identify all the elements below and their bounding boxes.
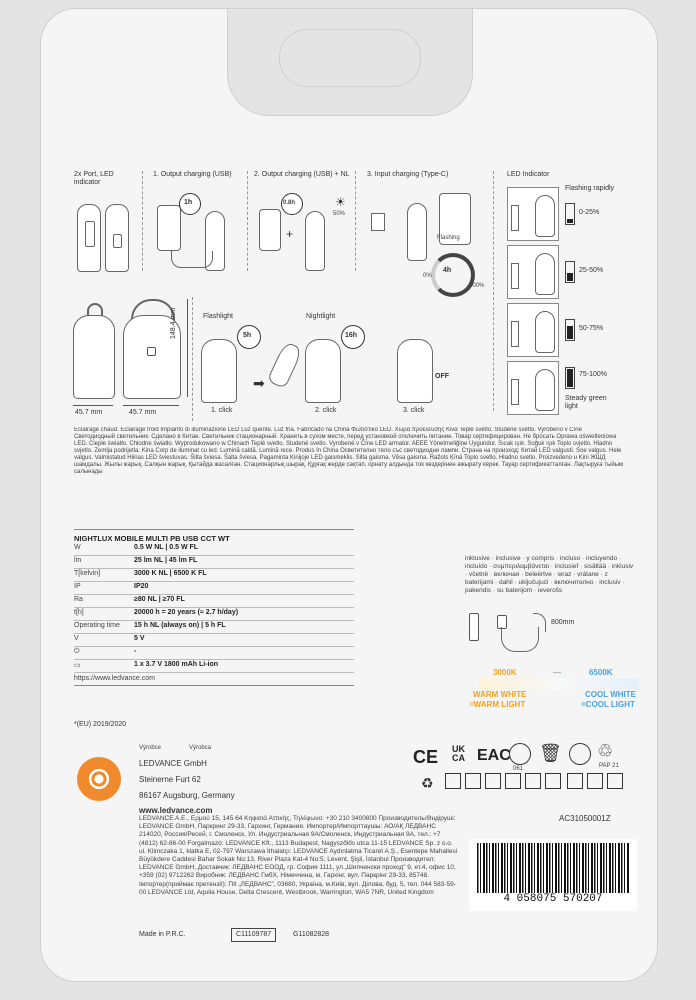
disposal-box-icon	[505, 773, 521, 789]
button-icon	[147, 347, 156, 356]
quality-code: 061	[513, 766, 524, 772]
battery-icon	[565, 319, 575, 341]
disposal-box-icon	[465, 773, 481, 789]
separator	[493, 171, 494, 411]
spec-key: T[kelvin]	[74, 570, 101, 577]
spec-row	[74, 620, 354, 634]
click2-label: 2. click	[315, 407, 337, 414]
spec-row	[74, 568, 354, 582]
multilanguage-text: Éclairage chaud. Éclairage froid Impianto di illuminazione LED Luz quente. Luz fria. Fabricado na China Φωτιστικό LED. Χώρα προέλευσης Κίνα Teplé světlo. Studené světlo. Vyrobeno v Číně Светодиодный светильник. Сделано в Китае. Светильник стационарный. Хранить в сухом месте, перед установкой отключить питание. Товар сертифицирован. Не бросать Oprawa oświetleniowa LED. Ciepłe światło. Chłodne światło. Wyprodukowano w Chinach Teplé svetlo. Studené svetlo. Vyrobené v Číne LED armatúr. AEEE Yönetmeliğine Uygundur. Sıcak ışık. Soğuk ışık Toplo svjetlo. Hladno svjetlo. Zemlja podrijetla: Kina Corp de iluminat cu led. Lumină caldă. Lumină rece. Produs în China Осветително тяло със светодиодни лампи. Страна на произход: Китай LED valgusti. Soe valgus. Hele valgus. Valmistatud Hiinas LED šviestuvas. Šilta šviesa. Šalta šviesa. Pagaminta Kinijoje LED gaismeklis. Silta gaisma. Vēsa gaisma. Ražots Ķīnā Toplo svetlo. Hladno svetlo. Proizvedeno u Kini ЖШД шамдалы. Жылы жарық. Салқын жарық. Қытайда жасалған. Стационарлық шырақ. Құрғақ жерде сақтап, орнату алдында ток көздерінен ажырату керек. Тауар сертификатталған. Лақтыруға тыйым салынады	[74, 427, 624, 475]
time-08h: 0.8h	[283, 200, 296, 206]
company-web: www.ledvance.com	[139, 806, 213, 815]
led-level-range: 50-75%	[579, 325, 604, 332]
cable-icon	[171, 251, 213, 268]
spec-value: ≥80 NL | ≥70 FL	[134, 596, 185, 603]
spec-key: ▭	[74, 662, 81, 669]
spec-row	[74, 594, 354, 608]
spec-url: https://www.ledvance.com	[74, 675, 155, 682]
disposal-box-icon	[587, 773, 603, 789]
led-bar-icon	[511, 321, 519, 347]
height-dim: 148.4 mm	[170, 307, 177, 339]
warm-kelvin: 3000K	[493, 668, 517, 677]
time-5h: 5h	[243, 332, 252, 339]
divider	[74, 685, 354, 686]
charging-cycle-icon	[431, 253, 475, 297]
wall-socket-icon	[371, 213, 385, 231]
article-number: AC31050001Z	[559, 814, 611, 823]
device-torch	[267, 341, 304, 389]
cool-light-label: =COOL LIGHT	[581, 700, 635, 709]
spec-row	[74, 646, 354, 660]
disposal-box-icon	[445, 773, 461, 789]
port-icon	[85, 221, 95, 247]
disposal-box-icon	[545, 773, 561, 789]
spec-key: V	[74, 635, 79, 642]
phone-icon	[259, 209, 281, 251]
nightlight-label: Nightlight	[306, 313, 336, 320]
disposal-box-icon	[607, 773, 623, 789]
device-side-view	[73, 315, 115, 399]
flashlight-label: Flashlight	[203, 313, 233, 320]
package-card	[40, 8, 658, 982]
spec-key: IP	[74, 583, 81, 590]
recycle-triangle-icon: ♲	[597, 741, 614, 761]
barcode-bars	[477, 843, 629, 893]
spec-row	[74, 555, 354, 569]
spec-row	[74, 607, 354, 621]
spec-value: 25 lm NL | 45 lm FL	[134, 557, 198, 564]
warm-light-label: =WARM LIGHT	[469, 700, 526, 709]
led-bar-icon	[511, 205, 519, 231]
spec-key: t[h]	[74, 609, 84, 616]
output-usb-nl-label: 2. Output charging (USB) + NL	[254, 171, 350, 178]
led-level-range: 75-100%	[579, 371, 608, 378]
spec-key: W	[74, 544, 81, 551]
width-dim: 45.7 mm	[129, 409, 157, 416]
separator	[355, 171, 356, 271]
spec-key: ⏻	[74, 648, 80, 655]
manufacturer-label: Výrobca	[189, 745, 212, 751]
spec-value: 0.5 W NL | 0.5 W FL	[134, 544, 199, 551]
input-charging-label: 3. Input charging (Type-C)	[367, 171, 449, 178]
device-flashlight	[201, 339, 237, 403]
time-1h: 1h	[184, 199, 193, 206]
device-led-view	[535, 311, 555, 353]
recycle-icon	[569, 743, 591, 765]
time-16h: 16h	[345, 332, 358, 339]
hang-hole	[279, 29, 421, 87]
led-bar-icon	[511, 263, 519, 289]
separator	[142, 171, 143, 271]
off-label: OFF	[435, 373, 449, 380]
spec-key: lm	[74, 557, 82, 564]
dimension-line	[123, 405, 179, 406]
led-indicator-label: LED Indicator	[507, 171, 550, 178]
device-off	[397, 339, 433, 403]
separator	[192, 297, 193, 421]
flashing-label: Flashing	[437, 235, 460, 241]
usb-port-icon	[113, 234, 122, 248]
time-4h: 4h	[443, 267, 452, 274]
output-usb-label: 1. Output charging (USB)	[153, 171, 232, 178]
eu-regulation: *(EU) 2019/2020	[74, 721, 127, 728]
ukca-mark-icon: UK CA	[452, 744, 465, 763]
battery-cell-icon	[469, 613, 479, 641]
plus-sign: +	[286, 227, 294, 241]
battery-icon	[565, 367, 575, 389]
company-street: Steinerne Furt 62	[139, 775, 201, 784]
pct-100: 100%	[469, 283, 485, 289]
disposal-box-icon	[525, 773, 541, 789]
cable-icon	[533, 613, 546, 632]
ce-mark-icon: CE	[413, 747, 439, 767]
code-box: C11109787	[231, 928, 276, 942]
spec-row	[74, 542, 354, 556]
spec-value: 20000 h = 20 years (≈ 2.7 h/day)	[134, 609, 239, 616]
spec-value: -	[134, 648, 137, 655]
manufacturer-label: Výrobce	[139, 745, 162, 751]
code-secondary: G11082828	[293, 931, 330, 938]
battery-icon	[565, 203, 575, 225]
battery-icon	[565, 261, 575, 283]
device-nightlight	[305, 339, 341, 403]
cool-kelvin: 6500K	[589, 668, 613, 677]
led-level-label: Flashing rapidly	[565, 185, 615, 192]
spec-row	[74, 659, 354, 673]
arrow-right-icon: ➡	[253, 375, 265, 391]
company-name: LEDVANCE GmbH	[139, 759, 207, 768]
spec-value: 1 x 3.7 V 1800 mAh Li-ion	[134, 661, 219, 668]
spec-key: Ra	[74, 596, 83, 603]
disposal-box-icon	[485, 773, 501, 789]
led-level-label: Steady green light	[565, 395, 607, 410]
led-level-range: 0-25%	[579, 209, 600, 216]
spec-value: 5 V	[134, 635, 145, 642]
cool-white-label: COOL WHITE	[585, 690, 636, 699]
device-charging-in	[407, 203, 427, 261]
device-charging-nl	[305, 211, 325, 271]
spec-row	[74, 581, 354, 595]
device-led-view	[535, 195, 555, 237]
light-burst-icon: ☀	[335, 195, 346, 209]
eac-mark-icon: EAC	[477, 747, 511, 764]
device-led-view	[535, 253, 555, 295]
recycling-arrow-icon: ♻	[421, 775, 434, 791]
dimension-line	[187, 299, 188, 397]
click3-label: 3. click	[403, 407, 425, 414]
spec-title: NIGHTLUX MOBILE MULTI PB USB CCT WT	[74, 529, 354, 543]
quality-mark-icon	[509, 743, 531, 765]
spec-value: 3000 K NL | 6500 K FL	[134, 570, 207, 577]
dimension-line	[73, 405, 113, 406]
ports-label: 2x Port, LED indicator	[74, 171, 114, 186]
cable-length: 800mm	[551, 619, 575, 626]
spec-value: IP20	[134, 583, 149, 590]
led-level-range: 25-50%	[579, 267, 604, 274]
battery-included-text: inklusive · inclusive · y compris · incluso · incluyendo · incluído · συμπεριλαμβάνεται · inclusief · sisältää · inklusiv · včetně · включая · beleértve · wraz · vrátane · z baterijami · dahil · uključujući · включително · inclusiv · pakendis · su baterijom · ieverošs	[465, 555, 634, 594]
temp-dash: —	[553, 668, 561, 677]
barcode-number: 4 058075 570207	[503, 893, 603, 905]
phone-icon	[157, 205, 181, 251]
device-led-view	[535, 369, 555, 411]
weee-bin-icon: 🗑	[539, 743, 562, 763]
company-city: 86167 Augsburg, Germany	[139, 791, 235, 800]
separator	[247, 171, 248, 271]
pap-code: PAP 21	[599, 763, 619, 769]
color-temp-block	[465, 668, 641, 720]
barcode	[469, 839, 637, 911]
pct-0: 0%	[423, 273, 432, 279]
click1-label: 1. click	[211, 407, 233, 414]
disposal-box-icon	[567, 773, 583, 789]
led-bar-icon	[511, 379, 519, 405]
spec-key: Operating time	[74, 622, 120, 629]
ledvance-logo	[77, 757, 121, 801]
distributors-text: LEDVANCE A.E., Ερμού 15, 145 64 Κηφισιά Αττικής, Τηλέφωνο: +30 210 3400800 Производитель/Әндіруші: LEDVANCE GmbH, Паркринг 29-33, Гархинг, Германия. Импортер/Импорттаушы: АО/АҚ ЛЕДВАНС 214020, Россия/Ресей, г. Смоленск, Ул. Индустриальная 9А/Смоленск, Индустриальная 9А, тел.: +7 (4812) 62-86-00 Forgalmazó: LEDVANCE Kft., 1113 Budapest, Nagyszőlős utca 11-15 LEDVANCE Sp. z o.o. ul. Klimczaka 1, klatka E, 02-797 Warszawa İthalatçı: LEDVANCE Aydınlatma Ticaret A.Ş., Esentepe Mahallesi Büyükdere Caddesi Bahar Sokak No:13, River Plaza Kat-4 No:5, Levent, Şişli, İstanbul Производител: LEDVANCE GmbH, Доставчик: ЛЕДВАНС ЕООД, гр. София 1111, ул.„Шипченски проход” 9, ет.4, офис 10, +359 (02) 9712262 Виробник: ЛЕДВАНС ГмбХ, Німеччина, м. Гархінг, вул. Паркрінг 29-33, 85748. Імпортер(приймає претензії): ПІІ „ЛЕДВАНС”, 03680, Україна, м.Київ, вул. Ділова, буд. 5, тел. 044 583-59-00 LEDVANCE Ltd, Aquila House, Delta Crescent, Westbrook, Warrington, WA5 7NR, United Kingdom	[139, 815, 458, 896]
color-temp-gradient	[479, 678, 639, 690]
width-dim: 45.7 mm	[75, 409, 103, 416]
warm-white-label: WARM WHITE	[473, 690, 527, 699]
spec-value: 15 h NL (always on) | 5 h FL	[134, 622, 226, 629]
made-in: Made in P.R.C.	[139, 931, 186, 938]
pct-50: 50%	[333, 211, 346, 217]
spec-row	[74, 633, 354, 647]
spec-table	[74, 529, 354, 711]
